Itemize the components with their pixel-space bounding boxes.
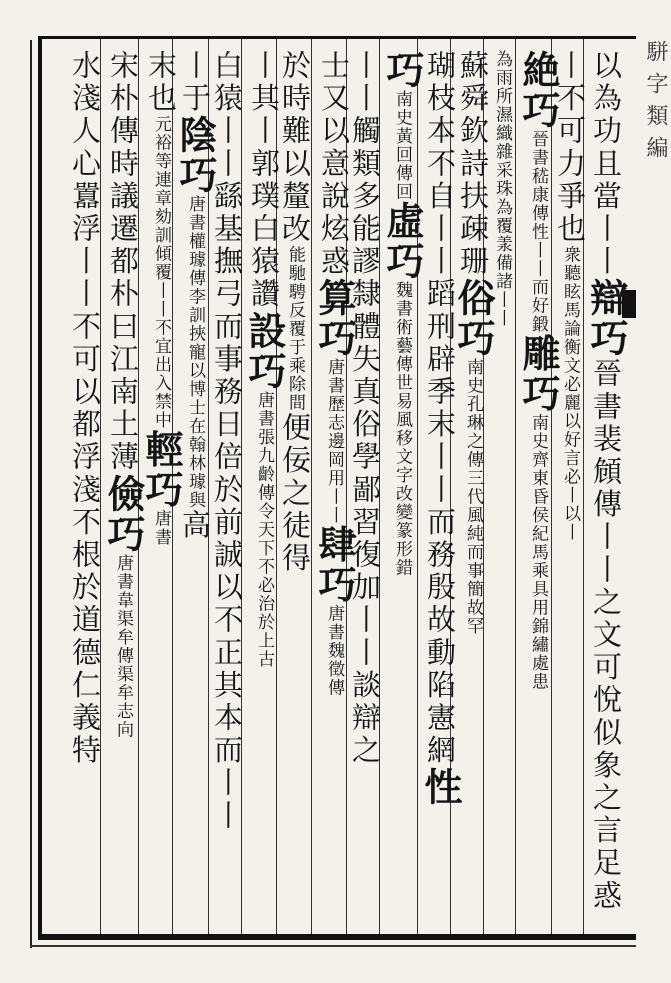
text-column: [68, 50, 102, 768]
entry-headword: 算巧: [312, 278, 357, 359]
entry-text: 唐書張九齡傳令天下不必治於上古: [254, 390, 274, 669]
entry-headword: 雕巧: [516, 333, 561, 414]
text-column: [380, 50, 425, 577]
text-column: [348, 50, 382, 768]
entry-text: 白猿丨丨繇基撫弓: [210, 50, 244, 311]
text-column: [312, 50, 357, 698]
entry-text: 晉書裴頠傳丨丨之文可悅似象之言足惑: [589, 358, 623, 913]
entry-headword: 俗巧: [451, 278, 496, 359]
entry-text: 末也: [144, 50, 178, 116]
entry-text: 南史孔琳之傳三代風純而事簡故罕: [463, 358, 483, 636]
entry-text: 蹈刑辟季末丨丨而務殷故動陷憲網: [423, 278, 457, 768]
entry-text: 晉書嵇康傳性丨丨而好鍛: [528, 130, 548, 334]
entry-text: 蘇舜欽詩扶疎珊: [456, 50, 490, 279]
entry-text: 唐書魏徵傳: [324, 604, 344, 698]
outer-frame-bottom-line: [30, 945, 636, 947]
entry-headword: 輕巧: [139, 429, 184, 510]
entry-text: 便佞之徒得: [278, 412, 312, 576]
entry-headword: 肆巧: [312, 524, 357, 605]
entry-text: 唐書權璩傳李訓挾寵以博士在翰林璩與: [185, 195, 205, 510]
entry-text: 謬隸體失真俗學鄙習復加丨丨談辯之: [348, 245, 382, 768]
entry-text: 浮淺不根於道德仁義特: [68, 441, 102, 768]
outer-frame-line: [30, 40, 32, 948]
entry-text: 宋朴傳時議遷都朴曰江南土薄: [106, 50, 140, 474]
text-column: [451, 50, 496, 636]
text-column: [584, 50, 629, 913]
entry-text: 唐書韋渠牟傳渠牟志向: [113, 553, 133, 739]
entry-text: 水淺人心囂浮丨丨不可以都: [68, 50, 102, 442]
entry-headword: 性: [418, 767, 463, 808]
entry-text: 唐書: [151, 509, 171, 547]
entry-text: 丨不可力爭也: [553, 50, 587, 246]
text-column: [101, 50, 146, 739]
entry-headword: 設巧: [242, 310, 287, 391]
entry-text: 而事務日倍於前誠以不正其本而丨丨: [210, 310, 244, 833]
entry-text: 丨丨觸類多能: [348, 50, 382, 246]
entry-text: 高: [178, 509, 212, 543]
entry-text: 唐書歷志邊岡用丨丨: [324, 358, 344, 525]
entry-headword: 巧: [380, 50, 425, 90]
entry-text: 元裕等連章劾訓傾覆丨丨不宜出入禁中: [151, 115, 171, 430]
entry-text: 瑚枝本不自丨丨: [423, 50, 457, 279]
entry-text: 能馳騁反覆于乘除間: [285, 245, 305, 413]
text-column: [242, 50, 287, 669]
entry-text: 為雨所濕織雜采珠為覆羕備諸丨丨: [492, 50, 512, 328]
entry-text: 衆聽眩馬論衡文必麗以好言必丨以丨: [560, 245, 580, 542]
entry-text: 丨其丨郭璞白猿讚: [247, 50, 281, 311]
text-column: [139, 50, 184, 547]
text-column: [516, 50, 561, 691]
entry-text: 以為功且當丨丨: [589, 50, 623, 279]
entry-headword: 虛巧: [380, 201, 425, 281]
entry-headword: 儉巧: [101, 473, 146, 554]
running-head: 駢字類編: [643, 40, 668, 168]
entry-text: 南史黃回傳回: [392, 90, 412, 201]
entry-headword: 辯巧: [584, 278, 629, 359]
text-column: [418, 50, 463, 808]
entry-text: 士又以意說炫惑: [317, 50, 351, 279]
entry-text: 魏書術藝傳世易風移文字改變篆形錯: [392, 281, 412, 577]
entry-text: 南史齊東昏侯紀馬乘具用錦繡處患: [528, 413, 548, 691]
entry-headword: 絶巧: [516, 50, 561, 130]
entry-text: 於時難以釐改: [278, 50, 312, 246]
entry-text: 丨于: [178, 50, 212, 116]
entry-headword: 陰巧: [173, 115, 218, 196]
